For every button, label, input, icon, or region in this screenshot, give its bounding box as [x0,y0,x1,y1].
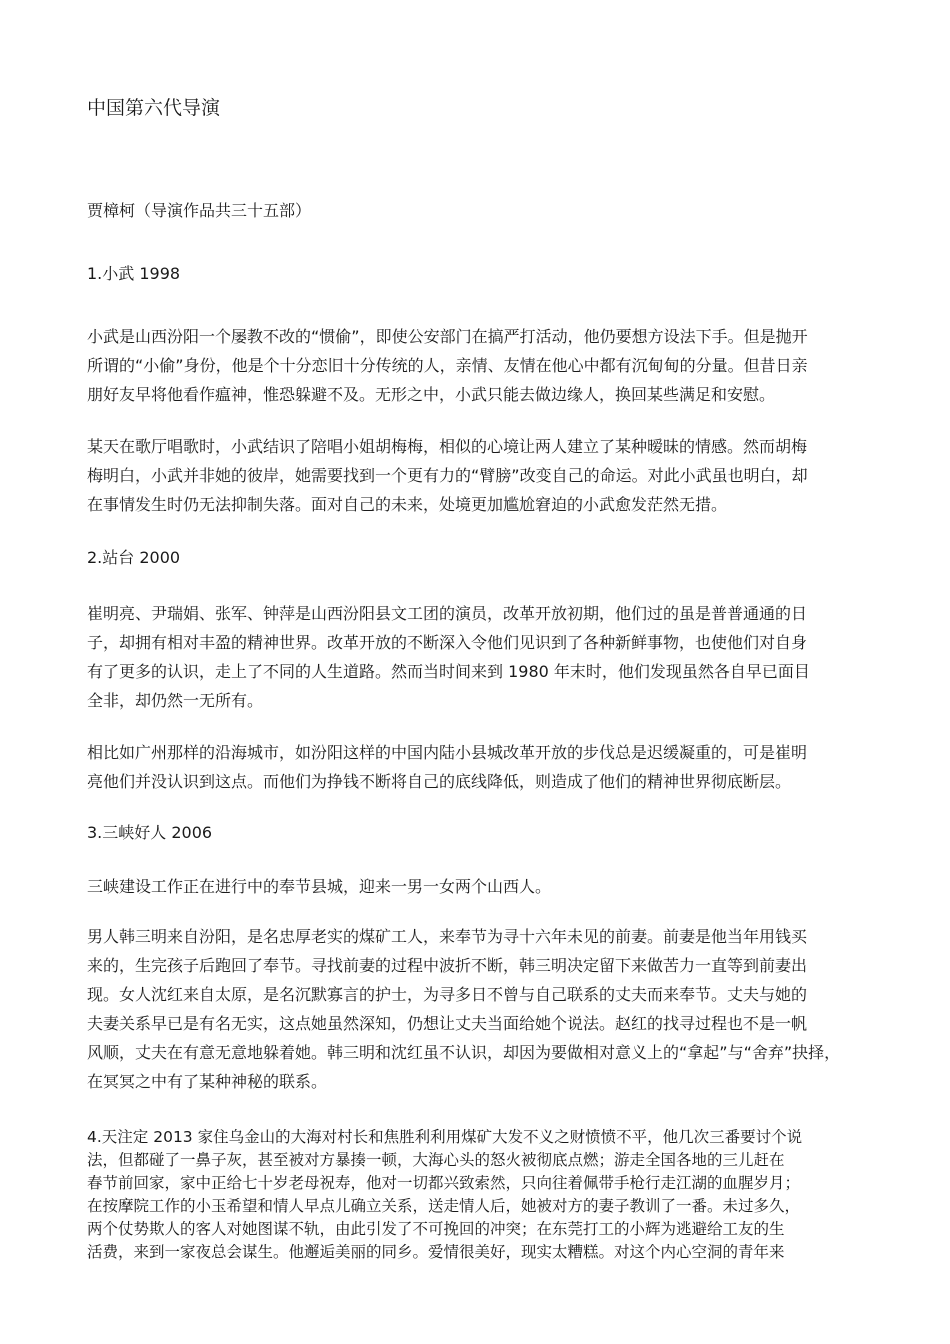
paragraph-line: 梅明白，小武并非她的彼岸，她需要找到一个更有力的“臂膀”改变自己的命运。对此小武虽也明白，却 [87,466,808,485]
document-title: 中国第六代导演 [87,97,221,119]
film-heading: 2.站台 2000 [87,548,181,567]
film-synopsis-paragraph [87,872,863,901]
paragraph-line: 三峡建设工作正在进行中的奉节县城，迎来一男一女两个山西人。 [87,877,552,896]
paragraph-line: 活费，来到一家夜总会谋生。他邂逅美丽的同乡。爱情很美好，现实太糟糕。对这个内心空洞的青年来 [87,1243,785,1261]
paragraph-line: 崔明亮、尹瑞娟、张军、钟萍是山西汾阳县文工团的演员，改革开放初期，他们过的虽是普普通通的日 [87,604,808,623]
film-synopsis-paragraph [87,922,863,1096]
paragraph-line: 所谓的“小偷”身份，他是个十分恋旧十分传统的人，亲情、友情在他心中都有沉甸甸的分量。但昔日亲 [87,356,808,375]
paragraph-line: 风顺，丈夫在有意无意地躲着她。韩三明和沈红虽不认识，却因为要做相对意义上的“拿起”与“舍弃”抉择， [87,1043,841,1062]
film-heading: 1.小武 1998 [87,264,181,283]
paragraph-line: 两个仗势欺人的客人对她图谋不轨，由此引发了不可挽回的冲突；在东莞打工的小辉为逃避给工友的生 [87,1220,785,1238]
paragraph-line: 春节前回家，家中正给七十岁老母祝寿，他对一切都兴致索然，只向往着佩带手枪行走江湖的血腥岁月； [87,1174,801,1192]
paragraph-line: 小武是山西汾阳一个屡教不改的“惯偷”，即使公安部门在搞严打活动，他仍要想方设法下手。但是抛开 [87,327,808,346]
paragraph-line: 在冥冥之中有了某种神秘的联系。 [87,1072,328,1091]
paragraph-line: 相比如广州那样的沿海城市，如汾阳这样的中国内陆小县城改革开放的步伐总是迟缓凝重的，可是崔明 [87,743,808,762]
paragraph-line: 在按摩院工作的小玉希望和情人早点儿确立关系，送走情人后，她被对方的妻子教训了一番。未过多久， [87,1197,801,1215]
paragraph-line: 夫妻关系早已是有名无实，这点她虽然深知，仍想让丈夫当面给她个说法。赵红的找寻过程也不是一帆 [87,1014,808,1033]
director-name: 贾樟柯（导演作品共三十五部） [87,201,312,220]
paragraph-line: 朋好友早将他看作瘟神，惟恐躲避不及。无形之中，小武只能去做边缘人，换回某些满足和安慰。 [87,385,776,404]
film-synopsis-paragraph [87,1126,863,1264]
paragraph-line: 子，却拥有相对丰盈的精神世界。改革开放的不断深入令他们见识到了各种新鲜事物，也使他们对自身 [87,633,808,652]
paragraph-line: 全非，却仍然一无所有。 [87,691,264,710]
film-heading: 3.三峡好人 2006 [87,823,213,842]
paragraph-line: 某天在歌厅唱歌时，小武结识了陪唱小姐胡梅梅，相似的心境让两人建立了某种暧昧的情感。然而胡梅 [87,437,808,456]
paragraph-line: 在事情发生时仍无法抑制失落。面对自己的未来，处境更加尴尬窘迫的小武愈发茫然无措。 [87,495,728,514]
paragraph-line: 现。女人沈红来自太原，是名沉默寡言的护士，为寻多日不曾与自己联系的丈夫而来奉节。丈夫与她的 [87,985,808,1004]
film-synopsis-paragraph [87,738,863,796]
paragraph-line: 来的，生完孩子后跑回了奉节。寻找前妻的过程中波折不断，韩三明决定留下来做苦力一直等到前妻出 [87,956,808,975]
film-synopsis-paragraph [87,432,863,519]
paragraph-line: 法，但都碰了一鼻子灰，甚至被对方暴揍一顿，大海心头的怒火被彻底点燃；游走全国各地的三儿赶在 [87,1151,785,1169]
paragraph-line: 亮他们并没认识到这点。而他们为挣钱不断将自己的底线降低，则造成了他们的精神世界彻底断层。 [87,772,792,791]
film-synopsis-paragraph [87,599,863,715]
paragraph-line: 男人韩三明来自汾阳，是名忠厚老实的煤矿工人，来奉节为寻十六年未见的前妻。前妻是他当年用钱买 [87,927,808,946]
paragraph-line: 4.天注定 2013 家住乌金山的大海对村长和焦胜利利用煤矿大发不义之财愤愤不平，他几次三番要讨个说 [87,1128,803,1146]
film-synopsis-paragraph [87,322,863,409]
paragraph-line: 有了更多的认识，走上了不同的人生道路。然而当时间来到 1980 年末时，他们发现虽然各自早已面目 [87,662,810,681]
